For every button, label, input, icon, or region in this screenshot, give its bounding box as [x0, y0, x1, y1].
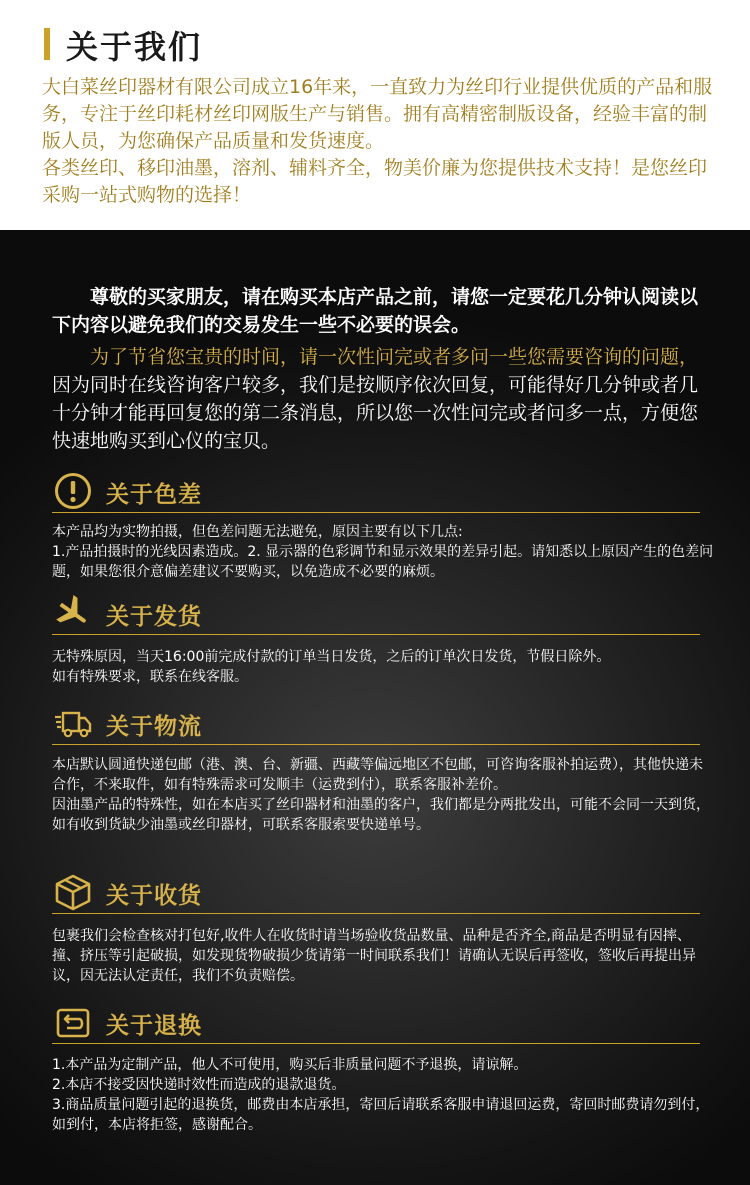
section-receiving-header [52, 873, 700, 914]
section-shipping-body [52, 647, 716, 687]
notice-bold-text: 尊敬的买家朋友，请在购买本店产品之前，请您一定要花几分钟认阅读以下内容以避免我们的交易发生一些不必要的误会。 [52, 286, 699, 336]
truck-icon [54, 704, 92, 742]
section-line: 1.产品拍摄时的光线因素造成。2. 显示器的色彩调节和显示效果的差异引起。请知悉以上原因产生的色差问题，如果您很介意偏差建议不要购买，以免造成不必要的麻烦。 [52, 544, 714, 580]
section-color-title: 关于色差 [106, 482, 202, 508]
section-line: 3.商品质量问题引起的退换货，邮费由本店承担，寄回后请联系客服申请退回运费，寄回时邮费请勿到付，如到付，本店将拒签，感谢配合。 [52, 1097, 710, 1133]
section-line: 包裹我们会检查核对打包好,收件人在收货时请当场验收货品数量、品种是否齐全,商品是否明显有因摔、撞、挤压等引起破损，如发现货物破损少货请第一时间联系我们！请确认无误后再签收，签收后再提出异议，因无法认定责任，我们不负责赔偿。 [52, 928, 696, 984]
title-accent-bar [44, 28, 50, 60]
section-color-body [52, 522, 716, 582]
section-line: 本产品均为实物拍摄，但色差问题无法避免，原因主要有以下几点: [52, 524, 463, 540]
exclamation-icon [54, 472, 92, 510]
return-icon [54, 1003, 92, 1041]
section-shipping-header [52, 594, 700, 635]
section-logistics-title: 关于物流 [106, 714, 202, 740]
section-line: 因油墨产品的特殊性，如在本店买了丝印器材和油墨的客户，我们都是分两批发出，可能不会同一天到货，如有收到货缺少油墨或丝印器材，可联系客服索要快递单号。 [52, 797, 710, 833]
section-logistics-header [52, 704, 700, 745]
notice-rest-text: 因为同时在线咨询客户较多，我们是按顺序依次回复，可能得好几分钟或者几十分钟才能再回复您的第二条消息，所以您一次性问完或者问多一点，方便您快速地购买到心仪的宝贝。 [52, 374, 699, 452]
section-shipping-title: 关于发货 [106, 604, 202, 630]
section-line: 本店默认圆通快递包邮（港、澳、台、新疆、西藏等偏远地区不包邮，可咨询客服补拍运费），其他快递未合作，不来取件，如有特殊需求可发顺丰（运费到付），联系客服补差价。 [52, 757, 703, 793]
section-receiving-body [52, 926, 716, 986]
package-icon [54, 873, 92, 911]
about-us-paragraph: 各类丝印、移印油墨，溶剂、辅料齐全，物美价廉为您提供技术支持！是您丝印采购一站式购物的选择！ [42, 157, 708, 206]
section-logistics-body [52, 755, 716, 835]
notice-gold-text: 为了节省您宝贵的时间，请一次性问完或者多问一些您需要咨询的问题， [90, 346, 699, 368]
section-returns-body [52, 1055, 716, 1135]
about-us-paragraph: 大白菜丝印器材有限公司成立16年来，一直致力为丝印行业提供优质的产品和服务，专注于丝印耗材丝印网版生产与销售。拥有高精密制版设备，经验丰富的制版人员，为您确保产品质量和发货速度。 [42, 76, 713, 152]
section-receiving-title: 关于收货 [106, 883, 202, 909]
about-us-panel [0, 0, 750, 230]
airplane-icon [54, 594, 92, 632]
about-us-text [42, 74, 722, 209]
section-returns-header [52, 1003, 700, 1044]
section-line: 1.本产品为定制产品，他人不可使用，购买后非质量问题不予退换，请谅解。 [52, 1057, 528, 1073]
about-us-title: 关于我们 [66, 28, 203, 66]
section-color-header [52, 472, 700, 513]
section-line: 2.本店不接受因快递时效性而造成的退款退货。 [52, 1077, 346, 1093]
section-line: 如有特殊要求，联系在线客服。 [52, 669, 248, 685]
notice-text [52, 343, 712, 455]
section-line: 无特殊原因，当天16:00前完成付款的订单当日发货，之后的订单次日发货，节假日除外。 [52, 649, 611, 665]
section-returns-title: 关于退换 [106, 1013, 202, 1039]
